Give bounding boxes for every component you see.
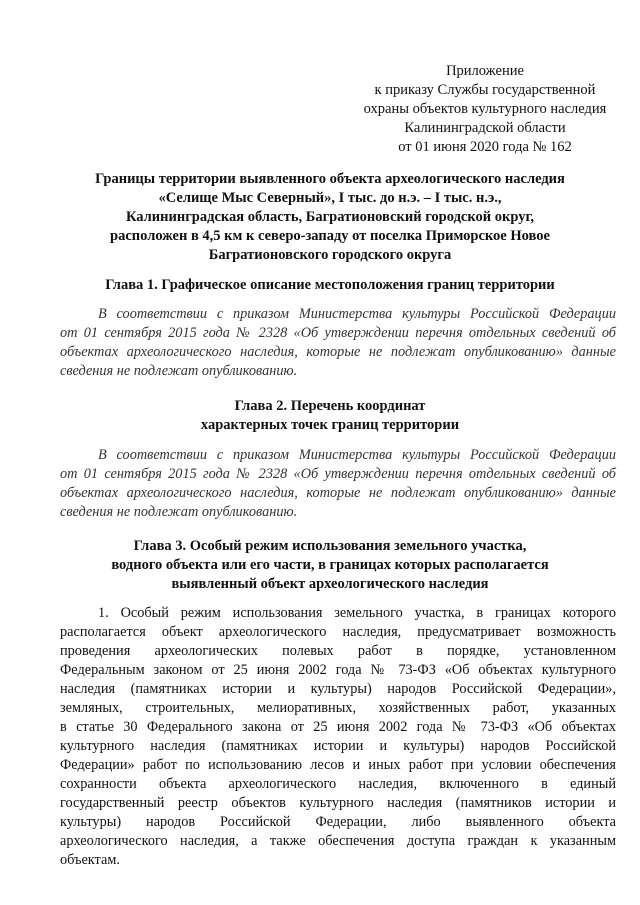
appendix-line: охраны объектов культурного наследия [363,101,607,117]
chapter3-text-line: Федеральным законом от 25 июня 2002 года № 73-ФЗ «Об объектах культурного [60,662,616,678]
chapter2-text-line: сведения не подлежат опубликованию. [60,504,298,520]
chapter3-text-line: культурного наследия (памятниках истории и культуры) народов Российской [60,738,616,754]
appendix-line: к приказу Службы государственной [374,82,596,98]
title-line: «Селище Мыс Северный», I тыс. до н.э. – I тыс. н.э., [158,190,502,206]
chapter2-text-line: от 01 сентября 2015 года № 2328 «Об утверждении перечня отдельных сведений об [60,466,616,482]
chapter3-text-line: объектам. [60,852,120,868]
chapter3-heading [60,537,600,594]
chapter1-text-line: сведения не подлежат опубликованию. [60,363,298,379]
appendix-line: Приложение [446,63,524,79]
chapter2-heading-line: Глава 2. Перечень координат [234,398,426,414]
chapter3-text [60,604,616,870]
chapter3-text-line: в статье 30 Федерального закона от 25 июня 2002 года № 73-ФЗ «Об объектах [60,719,616,735]
chapter1-text-line: объектах археологического наследия, которые не подлежат опубликованию» данные [60,344,616,360]
chapter3-text-line: 1. Особый режим использования земельного участка, в границах которого [98,605,616,621]
chapter3-text-line: Федерации» работ по использованию лесов и иных работ при условии обеспечения [60,757,616,773]
appendix-line: Калининградской области [404,120,566,136]
title-line: Границы территории выявленного объекта археологического наследия [95,171,565,187]
chapter2-heading [60,397,600,435]
chapter3-text-line: археологического наследия, а также обеспечения доступа граждан к указанным [60,833,616,849]
title-line: Багратионовского городского округа [208,247,452,263]
chapter1-heading-line: Глава 1. Графическое описание местоположения границ территории [105,277,555,293]
chapter3-text-line: проведения археологических полевых работ в порядке, установленном [60,643,616,659]
chapter1-text-line: от 01 сентября 2015 года № 2328 «Об утверждении перечня отдельных сведений об [60,325,616,341]
chapter1-heading [60,276,600,295]
appendix-line: от 01 июня 2020 года № 162 [398,139,572,155]
chapter2-text [60,446,616,522]
chapter3-heading-line: Глава 3. Особый режим использования земельного участка, [133,538,527,554]
chapter3-text-line: культуры) народов Российской Федерации, либо выявленного объекта [60,814,616,830]
appendix-block [360,62,610,157]
chapter2-text-line: объектах археологического наследия, которые не подлежат опубликованию» данные [60,485,616,501]
chapter3-text-line: государственный реестр объектов культурного наследия (памятников истории и [60,795,616,811]
chapter3-text-line: земляных, строительных, мелиоративных, хозяйственных работ, указанных [60,700,616,716]
chapter1-text [60,305,616,381]
chapter3-text-line: располагается объект археологического наследия, предусматривает возможность [60,624,616,640]
chapter3-text-line: наследия (памятниках истории и культуры) народов Российской Федерации», [60,681,616,697]
document-title [60,170,600,265]
title-line: расположен в 4,5 км к северо-западу от поселка Приморское Новое [110,228,550,244]
chapter3-heading-line: выявленный объект археологического наследия [171,576,489,592]
title-line: Калининградская область, Багратионовский городской округ, [125,209,535,225]
chapter2-text-line: В соответствии с приказом Министерства культуры Российской Федерации [98,447,616,463]
chapter3-text-line: сохранности объекта археологического наследия, включенного в единый [60,776,616,792]
chapter3-heading-line: водного объекта или его части, в границах которых располагается [111,557,549,573]
chapter2-heading-line: характерных точек границ территории [200,417,460,433]
chapter1-text-line: В соответствии с приказом Министерства культуры Российской Федерации [98,306,616,322]
